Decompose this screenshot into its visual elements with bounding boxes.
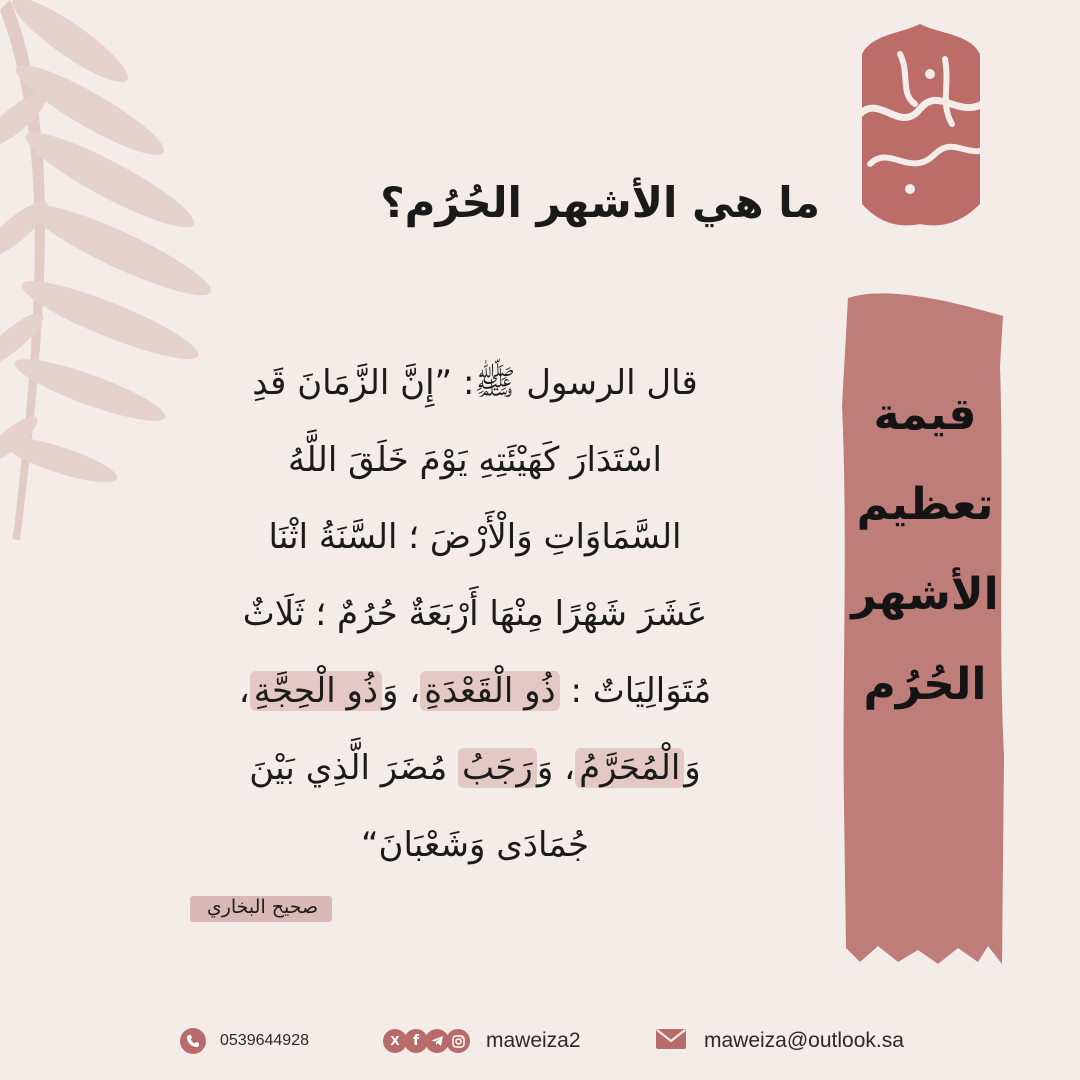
highlight-rajab: رَجَبُ [458,748,537,788]
hadith-line-6-mid: ، وَ [536,748,576,788]
email-contact[interactable] [656,1018,904,1064]
mail-icon [656,1029,686,1053]
highlight-muharram: الْمُحَرَّمُ [575,748,684,788]
contact-footer [0,1018,1080,1064]
hadith-line-5 [170,653,780,730]
hadith-source: صحيح البخاري [206,896,319,918]
phone-number: 0539644928 [220,1032,309,1049]
hadith-line-5-post: ، [238,671,250,711]
hadith-text [170,345,780,884]
phone-contact[interactable] [180,1018,309,1064]
panel-line-2: تعظيم [856,479,994,530]
highlight-dhul-qadah: ذُو الْقَعْدَةِ [420,671,559,711]
phone-icon [180,1028,206,1054]
hadith-line-5-pre: مُتَوَالِيَاتٌ : [559,671,712,711]
instagram-icon[interactable] [446,1029,470,1053]
hadith-line-5-mid: ، وَ [382,671,421,711]
hadith-line-6 [170,730,780,807]
hadith-line-2: اسْتَدَارَ كَهَيْئَتِهِ يَوْمَ خَلَقَ اللَّهُ [288,440,662,480]
x-icon[interactable]: X [383,1029,407,1053]
email-address: maweiza@outlook.sa [704,1029,904,1052]
page-title: ما هي الأشهر الحُرُم؟ [380,178,820,227]
facebook-icon[interactable]: f [404,1029,428,1053]
social-handle: maweiza2 [486,1029,581,1052]
hadith-line-6-pre: وَ [684,748,701,788]
panel-line-4: الحُرُم [863,659,987,710]
hadith-line-6-post: مُضَرَ الَّذِي بَيْنَ [249,748,459,788]
highlight-dhul-hijjah: ذُو الْحِجَّةِ [250,671,382,711]
hadith-line-7: جُمَادَى وَشَعْبَانَ“ [360,825,590,865]
hadith-line-4: عَشَرَ شَهْرًا مِنْهَا أَرْبَعَةٌ حُرُمٌ ؛ ثَلَاثٌ [242,594,708,634]
hadith-line-1: قال الرسول ﷺ: ”إِنَّ الزَّمَانَ قَدِ [252,363,698,403]
hadith-line-3: السَّمَاوَاتِ وَالْأَرْضَ ؛ السَّنَةُ اثْنَا [268,517,682,557]
social-links [383,1018,581,1064]
panel-line-1: قيمة [873,389,977,440]
panel-heading [845,370,1005,730]
panel-line-3: الأشهر [851,569,999,620]
maweiza-logo [840,14,1000,234]
